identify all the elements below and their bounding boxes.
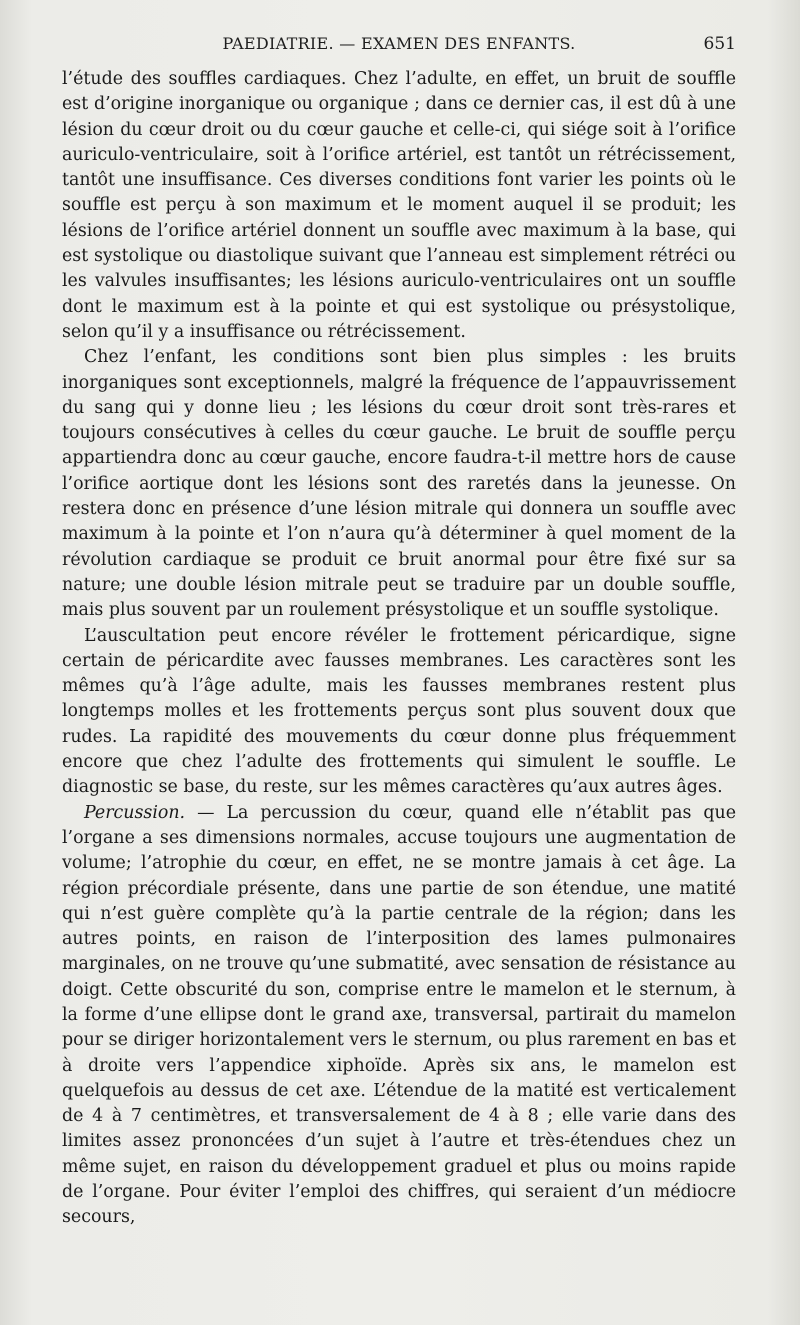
paragraph-percussion bbox=[62, 801, 736, 1231]
paragraph-auscultation bbox=[62, 624, 736, 801]
paragraph-souffles-adulte bbox=[62, 67, 736, 345]
paragraph-enfant-conditions bbox=[62, 345, 736, 623]
paragraph-text: Chez l’enfant, les conditions sont bien plus simples : les bruits inorganiques sont exceptionnels, malgré la fréquence de l’appauvrissement du sang qui y donne lieu ; les lésions du cœur droit sont très-rares et toujours consécutives à celles du cœur gauche. Le bruit de souffle perçu appartiendra donc au cœur gauche, encore faudra-t-il mettre hors de cause l’orifice aortique dont les lésions sont des raretés dans la jeunesse. On restera donc en présence d’une lésion mitrale qui donnera un souffle avec maximum à la pointe et l’on n’aura qu’à déterminer à quel moment de la révolution cardiaque se produit ce bruit anormal pour être fixé sur sa nature; une double lésion mitrale peut se traduire par un double souffle, mais plus souvent par un roulement présystolique et un souffle systolique. bbox=[62, 347, 736, 621]
paragraph-text: l’étude des souffles cardiaques. Chez l’adulte, en effet, un bruit de souffle est d’origine inorganique ou organique ; dans ce dernier cas, il est dû à une lésion du cœur droit ou du cœur gauche et celle-ci, qui siége soit à l’orifice auriculo-ventriculaire, soit à l’orifice artériel, est tantôt un rétrécissement, tantôt une insuffisance. Ces diverses conditions font varier les points où le souffle est perçu à son maximum et le moment auquel il se produit; les lésions de l’orifice artériel donnent un souffle avec maximum à la base, qui est systolique ou diastolique suivant que l’anneau est simplement rétréci ou les valvules insuffisantes; les lésions auriculo-ventriculaires ont un souffle dont le maximum est à la pointe et qui est systolique ou présystolique, selon qu’il y a insuffisance ou rétrécissement. bbox=[62, 69, 736, 342]
body-text bbox=[62, 67, 736, 1231]
page-number: 651 bbox=[703, 34, 736, 54]
running-head: PAEDIATRIE. — EXAMEN DES ENFANTS. bbox=[222, 34, 576, 53]
paragraph-text: L’auscultation peut encore révéler le frottement péricardique, signe certain de péricardite avec fausses membranes. Les caractères sont les mêmes qu’à l’âge adulte, mais les fausses membranes restent plus longtemps molles et les frottements perçus sont plus souvent doux que rudes. La rapidité des mouvements du cœur donne plus fréquemment encore que chez l’adulte des frottements qui simulent le souffle. Le diagnostic se base, du reste, sur les mêmes caractères qu’aux autres âges. bbox=[62, 625, 736, 798]
paragraph-text: — La percussion du cœur, quand elle n’établit pas que l’organe a ses dimensions normales, accuse toujours une augmentation de volume; l’atrophie du cœur, en effet, ne se montre jamais à cet âge. La région précordiale présente, dans une partie de son étendue, une matité qui n’est guère complète qu’à la partie centrale de la région; dans les autres points, en raison de l’interposition des lames pulmonaires marginales, on ne trouve qu’une submatité, avec sensation de résistance au doigt. Cette obscurité du son, comprise entre le mamelon et le sternum, à la forme d’une ellipse dont le grand axe, transversal, partirait du mamelon pour se diriger horizontalement vers le sternum, ou plus rarement en bas et à droite vers l’appendice xiphoïde. Après six ans, le mamelon est quelquefois au dessus de cet axe. L’étendue de la matité est verticalement de 4 à 7 centimètres, et transversalement de 4 à 8 ; elle varie dans des limites assez prononcées d’un sujet à l’autre et très-étendues chez un même sujet, en raison du développement graduel et plus ou moins rapide de l’organe. Pour éviter l’emploi des chiffres, qui seraient d’un médiocre secours, bbox=[62, 802, 736, 1228]
section-lead-percussion: Percussion. bbox=[84, 802, 186, 823]
page-header bbox=[62, 34, 736, 64]
